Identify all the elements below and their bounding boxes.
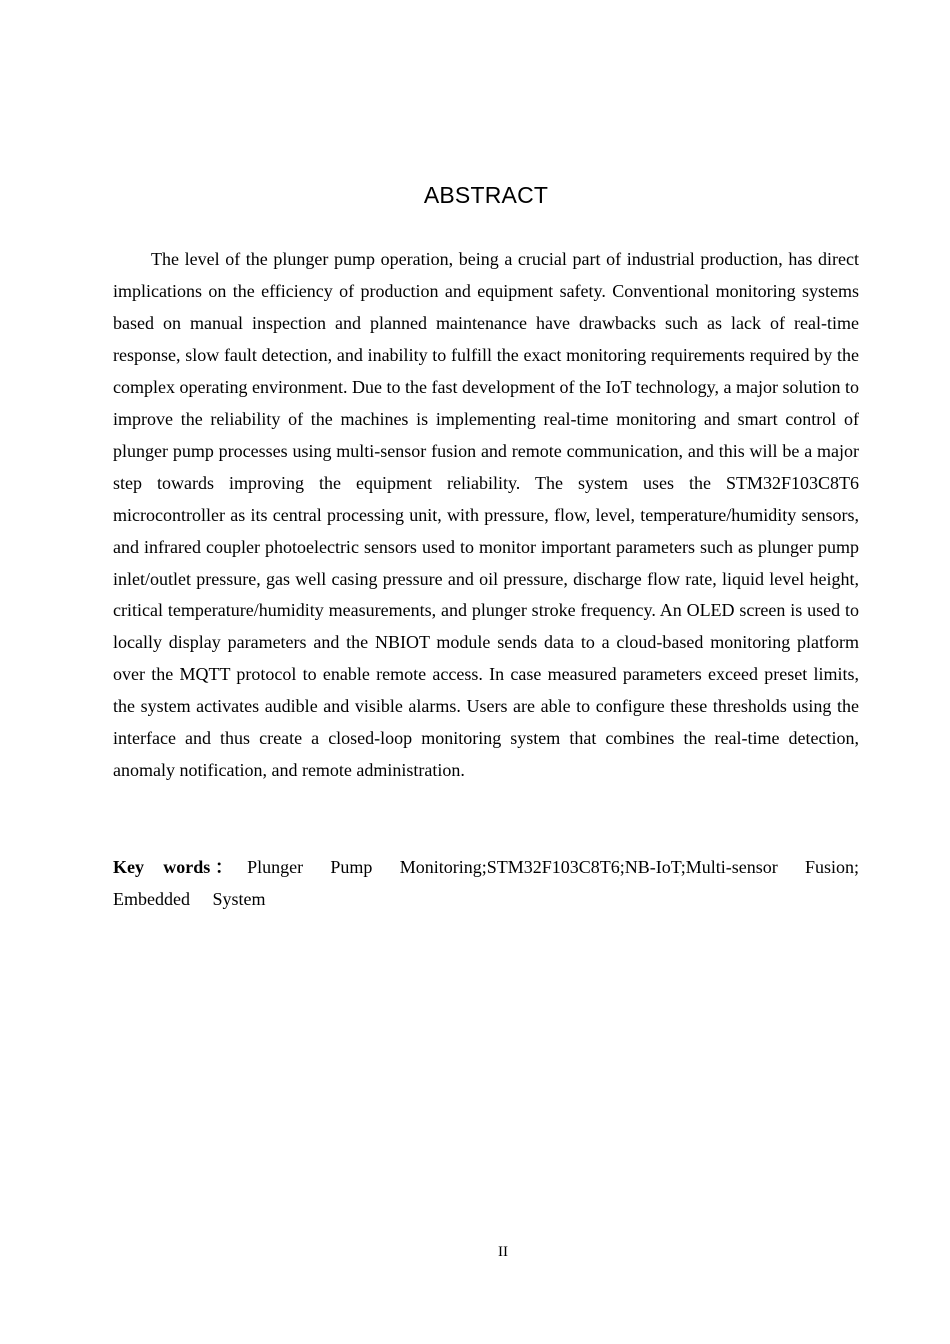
keywords-label: Key words： <box>113 857 238 877</box>
page-number: II <box>498 1244 508 1260</box>
abstract-body: The level of the plunger pump operation, being a crucial part of industrial production, has direct implications on the efficiency of production and equipment safety. Conventional monitoring systems based on manual inspection and planned maintenance have drawbacks such as lack of real-time response, slow fault detection, and inability to fulfill the exact monitoring requirements required by the complex operating environment. Due to the fast development of the IoT technology, a major solution to improve the reliability of the machines is implementing real-time monitoring and smart control of plunger pump processes using multi-sensor fusion and remote communication, and this will be a major step towards improving the equipment reliability. The system uses the STM32F103C8T6 microcontroller as its central processing unit, with pressure, flow, level, temperature/humidity sensors, and infrared coupler photoelectric sensors used to monitor important parameters such as plunger pump inlet/outlet pressure, gas well casing pressure and oil pressure, discharge flow rate, liquid level height, critical temperature/humidity measurements, and plunger stroke frequency. An OLED screen is used to locally display parameters and the NBIOT module sends data to a cloud-based monitoring platform over the MQTT protocol to enable remote access. In case measured parameters exceed preset limits, the system activates audible and visible alarms. Users are able to configure these thresholds using the interface and thus create a closed-loop monitoring system that combines the real-time detection, anomaly notification, and remote administration. <box>113 249 859 781</box>
keywords-paragraph <box>113 851 859 915</box>
keywords-text: Plunger Pump Monitoring;STM32F103C8T6;NB-IoT;Multi-sensor Fusion; Embedded System <box>113 857 860 909</box>
abstract-title: ABSTRACT <box>423 182 549 208</box>
